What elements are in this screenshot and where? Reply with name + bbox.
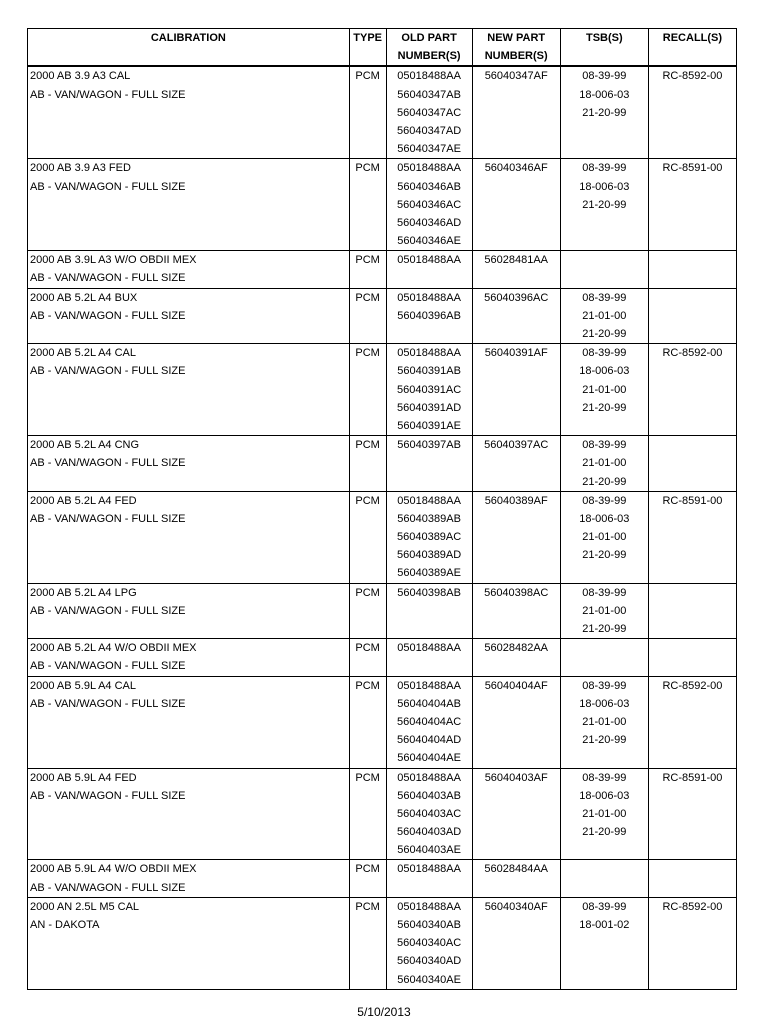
calibration-cell (28, 251, 350, 288)
type-cell (349, 251, 386, 288)
old-part-line: 56040389AE (397, 567, 461, 580)
type-cell (349, 344, 386, 436)
calibration-table (27, 28, 737, 990)
old-part-line: 56040404AE (397, 752, 461, 765)
type-cell (349, 66, 386, 158)
new-part-line: 56028482AA (484, 642, 548, 655)
type-value: PCM (355, 771, 380, 784)
calibration-line: AB - VAN/WAGON - FULL SIZE (30, 604, 186, 617)
tsb-line: 18-006-03 (579, 88, 630, 101)
calibration-cell (28, 897, 350, 989)
calibration-line: 2000 AB 3.9L A3 W/O OBDII MEX (30, 254, 197, 267)
old-part-line: 56040346AB (397, 180, 461, 193)
calibration-cell (28, 860, 350, 897)
calibration-cell (28, 639, 350, 676)
tsb-line: 21-01-00 (582, 309, 627, 322)
tsb-cell (560, 768, 648, 860)
type-value: PCM (355, 291, 380, 304)
old-part-cell (386, 897, 472, 989)
tsb-line: 21-01-00 (582, 604, 627, 617)
old-part-cell (386, 344, 472, 436)
tsb-cell (560, 344, 648, 436)
calibration-line: 2000 AB 5.2L A4 LPG (30, 586, 137, 599)
tsb-line: 21-20-99 (582, 623, 627, 635)
table-row (28, 491, 737, 583)
calibration-line: 2000 AB 5.9L A4 FED (30, 771, 137, 784)
old-part-line: 56040340AD (396, 955, 462, 968)
old-part-line: 56040391AC (396, 383, 462, 396)
old-part-line: 56040391AD (396, 401, 462, 414)
old-part-line: 56040403AB (397, 789, 461, 802)
type-cell (349, 159, 386, 251)
recall-cell (648, 159, 736, 251)
tsb-line: 08-39-99 (582, 771, 627, 784)
header-recall (648, 29, 736, 67)
calibration-line: 2000 AN 2.5L M5 CAL (30, 900, 140, 913)
tsb-cell (560, 491, 648, 583)
tsb-line: 21-01-00 (582, 457, 627, 470)
old-part-line: 56040347AB (397, 88, 461, 101)
old-part-line: 56040340AE (397, 973, 461, 986)
tsb-line: 21-20-99 (582, 328, 627, 340)
calibration-line: 2000 AB 5.2L A4 CNG (30, 439, 140, 452)
recall-cell (648, 676, 736, 768)
old-part-cell (386, 860, 472, 897)
calibration-cell (28, 676, 350, 768)
table-row (28, 436, 737, 492)
calibration-cell (28, 491, 350, 583)
tsb-line: 08-39-99 (582, 439, 627, 452)
new-part-line: 56040398AC (484, 586, 549, 599)
type-value: PCM (355, 254, 380, 267)
new-part-line: 56040404AF (484, 679, 548, 692)
old-part-line: 05018488AA (397, 679, 461, 692)
new-part-line: 56040403AF (484, 771, 548, 784)
recall-cell (648, 583, 736, 639)
type-cell (349, 288, 386, 344)
tsb-line: 08-39-99 (582, 291, 627, 304)
tsb-cell (560, 897, 648, 989)
old-part-line: 05018488AA (397, 494, 461, 507)
new-part-cell (472, 66, 560, 158)
old-part-line: 56040391AB (397, 365, 461, 378)
old-part-cell (386, 583, 472, 639)
calibration-line: 2000 AB 5.2L A4 W/O OBDII MEX (30, 642, 197, 655)
type-value: PCM (355, 70, 380, 83)
recall-cell (648, 436, 736, 492)
old-part-line: 56040340AC (396, 937, 462, 950)
old-part-line: 56040398AB (397, 586, 461, 599)
old-part-line: 05018488AA (397, 347, 461, 360)
calibration-cell (28, 344, 350, 436)
calibration-line: AB - VAN/WAGON - FULL SIZE (30, 697, 186, 710)
new-part-cell (472, 344, 560, 436)
type-value: PCM (355, 586, 380, 599)
new-part-line: 56040389AF (484, 494, 548, 507)
old-part-line: 56040403AD (396, 826, 462, 839)
recall-line: RC-8592-00 (662, 70, 723, 83)
tsb-line: 18-006-03 (579, 180, 630, 193)
header-new-part-line1: NEW PART (487, 32, 546, 44)
old-part-line: 05018488AA (397, 70, 461, 83)
calibration-line: 2000 AB 5.2L A4 FED (30, 494, 137, 507)
recall-cell (648, 639, 736, 676)
header-row (28, 29, 737, 67)
new-part-cell (472, 288, 560, 344)
old-part-cell (386, 288, 472, 344)
calibration-line: 2000 AB 5.9L A4 CAL (30, 679, 137, 692)
tsb-cell (560, 860, 648, 897)
calibration-line: 2000 AB 3.9 A3 FED (30, 162, 131, 175)
new-part-line: 56040396AC (484, 291, 549, 304)
table-row (28, 583, 737, 639)
old-part-line: 05018488AA (397, 863, 461, 876)
old-part-line: 56040346AE (397, 235, 461, 248)
tsb-cell (560, 66, 648, 158)
old-part-line: 56040404AB (397, 697, 461, 710)
type-value: PCM (355, 162, 380, 175)
new-part-line: 56040346AF (484, 162, 548, 175)
old-part-line: 56040389AD (396, 549, 462, 562)
new-part-cell (472, 491, 560, 583)
tsb-cell (560, 583, 648, 639)
new-part-cell (472, 768, 560, 860)
calibration-line: AB - VAN/WAGON - FULL SIZE (30, 660, 186, 673)
new-part-cell (472, 251, 560, 288)
calibration-cell (28, 436, 350, 492)
tsb-line: 08-39-99 (582, 586, 627, 599)
type-cell (349, 583, 386, 639)
old-part-line: 05018488AA (397, 771, 461, 784)
old-part-cell (386, 676, 472, 768)
tsb-cell (560, 436, 648, 492)
header-recall-label: RECALL(S) (662, 32, 723, 44)
calibration-cell (28, 66, 350, 158)
old-part-line: 05018488AA (397, 900, 461, 913)
new-part-line: 56028481AA (484, 254, 548, 267)
tsb-line: 08-39-99 (582, 679, 627, 692)
recall-cell (648, 768, 736, 860)
old-part-line: 05018488AA (397, 254, 461, 267)
old-part-line: 05018488AA (397, 642, 461, 655)
tsb-line: 18-006-03 (579, 512, 630, 525)
calibration-line: AB - VAN/WAGON - FULL SIZE (30, 789, 186, 802)
old-part-line: 56040346AD (396, 216, 462, 229)
old-part-cell (386, 491, 472, 583)
old-part-line: 56040389AC (396, 531, 462, 544)
table-row (28, 897, 737, 989)
type-value: PCM (355, 642, 380, 655)
calibration-cell (28, 768, 350, 860)
calibration-line: AB - VAN/WAGON - FULL SIZE (30, 272, 186, 285)
table-row (28, 159, 737, 251)
old-part-line: 56040347AD (396, 124, 462, 137)
header-tsb (560, 29, 648, 67)
table-row (28, 66, 737, 158)
old-part-line: 05018488AA (397, 162, 461, 175)
type-cell (349, 491, 386, 583)
new-part-line: 56040347AF (484, 70, 548, 83)
header-new-part-line2: NUMBER(S) (484, 50, 548, 63)
tsb-line: 08-39-99 (582, 347, 627, 360)
calibration-line: AN - DAKOTA (30, 919, 100, 931)
new-part-cell (472, 860, 560, 897)
calibration-line: AB - VAN/WAGON - FULL SIZE (30, 88, 186, 101)
recall-cell (648, 344, 736, 436)
old-part-line: 56040346AC (396, 198, 462, 211)
old-part-cell (386, 768, 472, 860)
calibration-line: AB - VAN/WAGON - FULL SIZE (30, 180, 186, 193)
new-part-cell (472, 639, 560, 676)
new-part-line: 56040391AF (484, 347, 548, 360)
header-calibration (28, 29, 350, 67)
tsb-line: 08-39-99 (582, 162, 627, 175)
recall-cell (648, 860, 736, 897)
tsb-line: 21-01-00 (582, 531, 627, 544)
table-row (28, 251, 737, 288)
old-part-line: 56040347AC (396, 106, 462, 119)
type-value: PCM (355, 494, 380, 507)
new-part-cell (472, 676, 560, 768)
header-old-part-line1: OLD PART (401, 32, 457, 44)
header-calibration-label: CALIBRATION (150, 32, 226, 44)
recall-line: RC-8592-00 (662, 900, 723, 913)
type-cell (349, 860, 386, 897)
old-part-line: 56040403AC (396, 807, 462, 820)
table-row (28, 639, 737, 676)
table-row (28, 768, 737, 860)
type-value: PCM (355, 900, 380, 913)
calibration-line: AB - VAN/WAGON - FULL SIZE (30, 309, 186, 322)
type-value: PCM (355, 439, 380, 452)
old-part-line: 56040347AE (397, 143, 461, 156)
recall-line: RC-8592-00 (662, 679, 723, 692)
old-part-line: 05018488AA (397, 291, 461, 304)
old-part-line: 56040391AE (397, 419, 461, 432)
recall-cell (648, 66, 736, 158)
tsb-line: 21-20-99 (582, 475, 627, 488)
calibration-line: AB - VAN/WAGON - FULL SIZE (30, 365, 186, 378)
tsb-line: 08-39-99 (582, 70, 627, 83)
old-part-cell (386, 639, 472, 676)
new-part-line: 56028484AA (484, 863, 548, 876)
type-value: PCM (355, 679, 380, 692)
table-row (28, 676, 737, 768)
table-row (28, 344, 737, 436)
calibration-line: AB - VAN/WAGON - FULL SIZE (30, 512, 186, 525)
old-part-line: 56040396AB (397, 309, 461, 322)
new-part-cell (472, 436, 560, 492)
type-cell (349, 436, 386, 492)
tsb-line: 21-20-99 (582, 826, 627, 839)
calibration-line: 2000 AB 5.2L A4 CAL (30, 347, 137, 360)
calibration-cell (28, 288, 350, 344)
tsb-line: 21-01-00 (582, 383, 627, 396)
recall-line: RC-8592-00 (662, 347, 723, 360)
header-old-part-line2: NUMBER(S) (397, 50, 461, 63)
calibration-line: 2000 AB 5.2L A4 BUX (30, 291, 138, 304)
old-part-cell (386, 159, 472, 251)
header-tsb-label: TSB(S) (585, 32, 623, 44)
table-body (28, 66, 737, 989)
footer-date: 5/10/2013 (357, 1005, 411, 1019)
tsb-cell (560, 676, 648, 768)
tsb-line: 18-001-02 (579, 919, 630, 931)
tsb-line: 08-39-99 (582, 900, 627, 913)
recall-cell (648, 251, 736, 288)
tsb-line: 08-39-99 (582, 494, 627, 507)
tsb-cell (560, 251, 648, 288)
tsb-line: 21-01-00 (582, 715, 627, 728)
new-part-cell (472, 897, 560, 989)
type-value: PCM (355, 863, 380, 876)
recall-cell (648, 491, 736, 583)
calibration-cell (28, 159, 350, 251)
header-type-label: TYPE (353, 32, 382, 44)
tsb-line: 21-20-99 (582, 401, 627, 414)
calibration-line: AB - VAN/WAGON - FULL SIZE (30, 881, 186, 894)
old-part-line: 56040340AB (397, 919, 461, 931)
type-cell (349, 897, 386, 989)
type-value: PCM (355, 347, 380, 360)
new-part-cell (472, 159, 560, 251)
tsb-cell (560, 639, 648, 676)
tsb-line: 18-006-03 (579, 789, 630, 802)
table-row (28, 860, 737, 897)
tsb-line: 21-20-99 (582, 549, 627, 562)
tsb-line: 18-006-03 (579, 697, 630, 710)
old-part-line: 56040389AB (397, 512, 461, 525)
table-row (28, 288, 737, 344)
header-new-part (472, 29, 560, 67)
tsb-line: 21-01-00 (582, 807, 627, 820)
tsb-cell (560, 159, 648, 251)
tsb-cell (560, 288, 648, 344)
old-part-cell (386, 66, 472, 158)
calibration-line: AB - VAN/WAGON - FULL SIZE (30, 457, 186, 470)
header-old-part (386, 29, 472, 67)
tsb-line: 21-20-99 (582, 106, 627, 119)
calibration-line: 2000 AB 5.9L A4 W/O OBDII MEX (30, 863, 197, 876)
old-part-line: 56040403AE (397, 844, 461, 857)
new-part-cell (472, 583, 560, 639)
recall-line: RC-8591-00 (662, 162, 723, 175)
old-part-cell (386, 436, 472, 492)
type-cell (349, 768, 386, 860)
recall-cell (648, 288, 736, 344)
recall-line: RC-8591-00 (662, 771, 723, 784)
calibration-cell (28, 583, 350, 639)
recall-line: RC-8591-00 (662, 494, 723, 507)
recall-cell (648, 897, 736, 989)
tsb-line: 21-20-99 (582, 198, 627, 211)
tsb-line: 21-20-99 (582, 734, 627, 747)
old-part-line: 56040397AB (397, 439, 461, 452)
new-part-line: 56040397AC (484, 439, 549, 452)
old-part-line: 56040404AD (396, 734, 462, 747)
type-cell (349, 639, 386, 676)
type-cell (349, 676, 386, 768)
tsb-line: 18-006-03 (579, 365, 630, 378)
new-part-line: 56040340AF (484, 900, 548, 913)
old-part-cell (386, 251, 472, 288)
header-type (349, 29, 386, 67)
calibration-line: 2000 AB 3.9 A3 CAL (30, 70, 131, 83)
old-part-line: 56040404AC (396, 715, 462, 728)
